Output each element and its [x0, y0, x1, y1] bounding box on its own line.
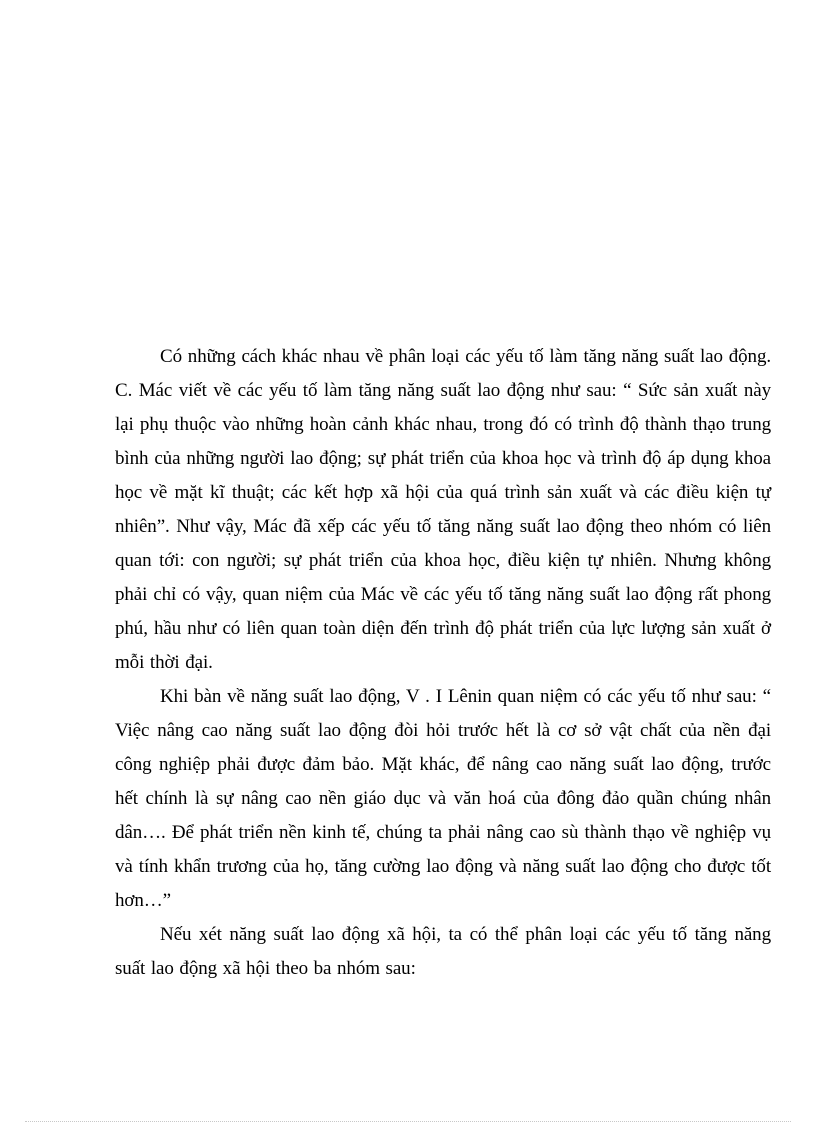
- document-body: [115, 340, 771, 986]
- paragraph-social-productivity: Nếu xét năng suất lao động xã hội, ta có thể phân loại các yếu tố tăng năng suất lao động xã hội theo ba nhóm sau:: [115, 924, 771, 979]
- paragraph-lenin-view: Khi bàn về năng suất lao động, V . I Lênin quan niệm có các yếu tố như sau: “ Việc nâng cao năng suất lao động đòi hỏi trước hết là cơ sở vật chất của nền đại công nghiệp phải được đảm bảo. Mặt khác, để nâng cao năng suất lao động, trước hết chính là sự nâng cao nền giáo dục và văn hoá của đông đảo quần chúng nhân dân…. Để phát triển nền kinh tế, chúng ta phải nâng cao sù thành thạo về nghiệp vụ và tính khẩn trương của họ, tăng cường lao động và năng suất lao động cho được tốt hơn…”: [115, 686, 771, 911]
- page-bottom-divider: [25, 1121, 791, 1122]
- paragraph-marx-factors: Có những cách khác nhau về phân loại các yếu tố làm tăng năng suất lao động. C. Mác viết về các yếu tố làm tăng năng suất lao động như sau: “ Sức sản xuất này lại phụ thuộc vào những hoàn cảnh khác nhau, trong đó có trình độ thành thạo trung bình của những người lao động; sự phát triển của khoa học và trình độ áp dụng khoa học về mặt kĩ thuật; các kết hợp xã hội của quá trình sản xuất và các điều kiện tự nhiên”. Như vậy, Mác đã xếp các yếu tố tăng năng suất lao động theo nhóm có liên quan tới: con người; sự phát triển của khoa học, điều kiện tự nhiên. Nhưng không phải chỉ có vậy, quan niệm của Mác về các yếu tố tăng năng suất lao động rất phong phú, hầu như có liên quan toàn diện đến trình độ phát triển của lực lượng sản xuất ở mỗi thời đại.: [115, 346, 771, 673]
